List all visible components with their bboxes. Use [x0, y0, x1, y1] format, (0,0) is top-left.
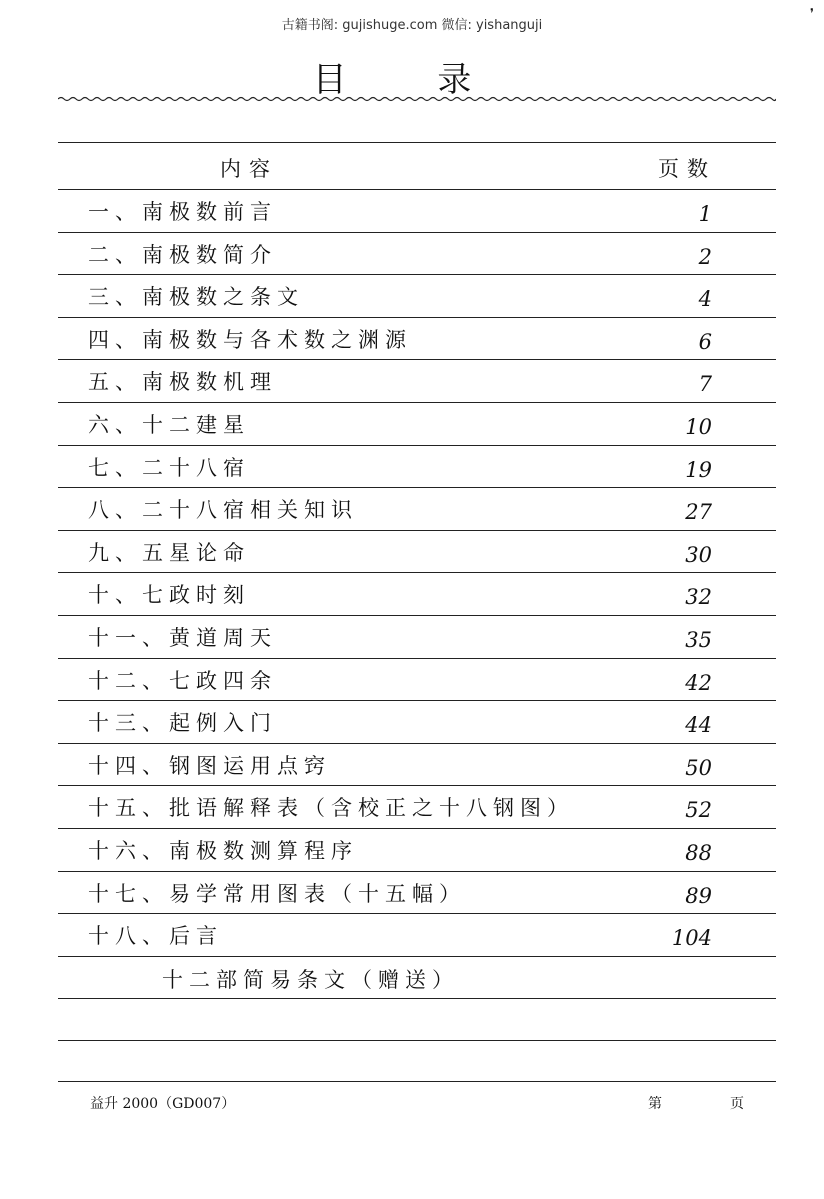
toc-entry-title: 十七、易学常用图表（十五幅） [88, 881, 466, 906]
toc-entry [60, 659, 774, 699]
toc-entry [60, 190, 774, 230]
footer-code: 益升 2000（GD007） [90, 1096, 236, 1112]
toc-entry-page: 44 [685, 713, 712, 738]
watermark-text: 古籍书阁: gujishuge.com 微信: yishanguji [281, 18, 543, 33]
corner-mark: ❜ [810, 6, 814, 20]
toc-entry-title: 四、南极数与各术数之渊源 [88, 327, 412, 352]
toc-entry-title: 十四、钢图运用点窍 [88, 753, 331, 778]
toc-bonus-row [60, 958, 774, 998]
toc-entry [60, 403, 774, 443]
toc-entry [60, 233, 774, 273]
toc-entry [60, 872, 774, 912]
toc-entry [60, 744, 774, 784]
toc-entry-title: 十、七政时刻 [88, 583, 250, 608]
toc-entry-title: 十五、批语解释表（含校正之十八钢图） [88, 796, 574, 821]
toc-entry-page: 7 [698, 372, 712, 397]
ruled-line [58, 998, 776, 999]
toc-entry [60, 446, 774, 486]
toc-entry [60, 531, 774, 571]
toc-entry [60, 829, 774, 869]
toc-entry-title: 二、南极数简介 [88, 242, 277, 267]
toc-entry [60, 488, 774, 528]
toc-entry-title: 十一、黄道周天 [88, 626, 277, 650]
toc-entry [60, 275, 774, 315]
toc-entry [60, 616, 774, 656]
page-column-label: 页数 [658, 157, 716, 181]
toc-entry-page: 89 [685, 883, 712, 908]
toc-entry [60, 914, 774, 954]
toc-entry-title: 十二、七政四余 [88, 668, 277, 693]
toc-entry-page: 88 [685, 841, 712, 865]
toc-entry-page: 4 [698, 287, 712, 312]
toc-entry-page: 27 [685, 500, 712, 525]
toc-entry-title: 一、南极数前言 [88, 200, 277, 224]
content-column-label: 内容 [220, 157, 278, 181]
ruled-line [58, 142, 776, 143]
footer-page-prefix: 第 [648, 1096, 662, 1112]
toc-entry-title: 五、南极数机理 [88, 370, 277, 395]
toc-header [60, 147, 774, 187]
toc-entry-title: 三、南极数之条文 [88, 285, 304, 310]
toc-entry [60, 360, 774, 400]
footer-page-suffix: 页 [730, 1096, 744, 1112]
toc-entry-page: 32 [685, 585, 712, 610]
toc-entry-page: 19 [685, 457, 712, 482]
ruled-line [58, 1040, 776, 1041]
toc-entry-title: 八、二十八宿相关知识 [88, 498, 358, 523]
toc-entry-page: 1 [698, 202, 712, 226]
toc-entry [60, 786, 774, 826]
toc-entry-title: 六、十二建星 [88, 413, 250, 437]
toc-entry-title: 十三、起例入门 [88, 711, 277, 736]
toc-entry-title: 九、五星论命 [88, 540, 250, 565]
toc-entry-page: 104 [671, 926, 712, 951]
toc-entry-title: 十八、后言 [88, 924, 223, 949]
toc-entry-title: 十六、南极数测算程序 [88, 839, 358, 863]
toc-entry [60, 318, 774, 358]
toc-entry-page: 35 [685, 628, 712, 652]
ruled-line [58, 956, 776, 957]
toc-entry-page: 50 [685, 755, 712, 780]
toc-entry-title: 七、二十八宿 [88, 455, 250, 480]
toc-entry-page: 30 [685, 542, 712, 567]
bonus-item: 十二部简易条文（赠送） [162, 968, 459, 992]
ruled-line [58, 1081, 776, 1082]
toc-entry-page: 2 [698, 244, 712, 269]
toc-entry-page: 52 [685, 798, 712, 823]
toc-entry [60, 701, 774, 741]
toc-entry [60, 573, 774, 613]
page-title: 目 录 [312, 60, 512, 100]
decorative-border [58, 96, 776, 102]
toc-entry-page: 42 [685, 670, 712, 695]
toc-entry-page: 6 [698, 329, 712, 354]
toc-entry-page: 10 [685, 415, 712, 439]
